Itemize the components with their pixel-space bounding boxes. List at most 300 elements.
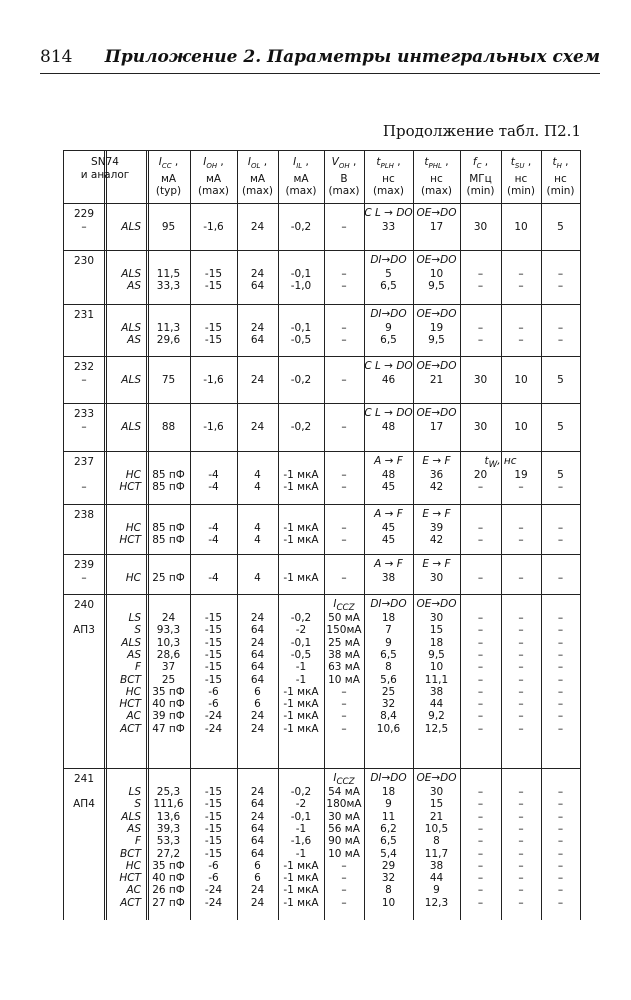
data-cell: – [341,698,347,711]
data-cell: 25 мА [328,636,360,649]
data-cell: 17 [429,421,444,433]
data-cell: -1 мкА [283,698,319,711]
data-cell: – [518,522,524,534]
header-cell: $I_{IL}$ , мА (max) [285,156,317,198]
series-label: ACT [120,896,141,909]
data-cell: – [557,534,564,547]
sub-header-cell: C L → DO [364,360,413,372]
data-cell: 29,6 [156,334,181,347]
data-cell: -4 [208,481,219,494]
data-cell: 4 [254,522,261,534]
data-cell: – [518,612,524,624]
data-cell: 21 [429,374,444,386]
data-cell: -1 [295,847,307,860]
data-cell: 42 [429,481,444,494]
data-cell: 18 [381,612,396,624]
data-cell: 10 [429,268,444,280]
data-cell: 6,5 [380,648,397,661]
data-line [63,322,580,334]
sub-header-cell: OE→DO [416,207,457,219]
sub-header-cell: OE→DO [416,598,457,610]
data-cell: 8 [385,884,392,897]
data-cell: 30 [429,572,444,584]
data-cell: 37 [161,661,176,674]
data-cell: 50 мА [328,612,360,624]
data-cell: 10 мА [328,847,360,860]
data-cell: 32 [381,872,396,885]
data-cell: 17 [429,221,444,233]
data-cell: 64 [250,673,265,686]
data-cell: – [341,421,347,433]
sub-header-cell: E → F [422,558,451,570]
data-cell: -0,1 [290,322,312,334]
data-cell: -0,2 [290,786,312,798]
data-line [63,835,580,847]
data-cell: 35 пФ [152,685,185,698]
data-cell: – [341,221,347,233]
data-cell: -0,5 [290,648,312,661]
data-line [63,280,580,292]
data-cell: 30 [429,612,444,624]
data-cell: 10 [514,221,528,233]
data-cell: – [557,572,564,584]
data-cell: – [557,798,564,811]
data-cell: -1 [295,822,307,835]
data-cell: – [341,280,347,293]
data-cell: – [477,786,484,798]
data-cell: -1 [295,673,307,686]
part-number: 231 [73,309,95,321]
data-cell: 9,5 [428,280,445,293]
data-cell: – [557,722,564,735]
data-cell: – [557,872,564,885]
data-cell: 64 [250,822,265,835]
data-cell: -4 [208,522,219,534]
data-cell: 28,6 [156,648,181,661]
data-cell: – [477,884,484,897]
sub-header-cell: OE→DO [416,360,457,372]
table-row [63,451,580,504]
data-cell: 39 пФ [152,710,185,723]
data-cell: 44 [429,698,444,711]
sub-header-cell: OE→DO [416,772,457,784]
series-label: HCT [119,481,141,494]
series-label: AC [126,710,141,723]
data-cell: -6 [208,859,219,872]
data-cell: – [341,522,347,534]
data-line [63,860,580,872]
data-cell: -15 [204,268,223,280]
data-cell: 8 [433,835,440,848]
data-line [63,698,580,710]
data-cell: – [557,835,564,848]
data-cell: 30 [429,786,444,798]
data-cell: 75 [161,374,176,386]
header-cell: $t_{SU}$ , нс (min) [507,156,535,198]
page-header [40,47,600,71]
table-row [63,203,580,250]
data-cell: -15 [204,810,223,823]
data-cell: -2 [295,798,307,811]
data-cell: 24 [250,896,265,909]
data-line [63,421,580,433]
series-label: AS [127,280,141,293]
data-line [63,522,580,534]
data-cell: 24 [250,786,265,798]
data-cell: -24 [204,896,223,909]
data-line [63,811,580,823]
data-line [63,612,580,624]
data-cell: – [341,374,347,386]
data-cell: – [557,710,564,723]
table-row [63,504,580,554]
series-label: S [134,624,141,637]
data-cell: 5 [557,374,564,386]
sub-header-cell: A → F [374,558,403,570]
sub-header-line [63,308,580,320]
sub-header-line [63,598,580,614]
part-number: 233 [73,408,95,420]
data-cell: – [518,884,524,897]
data-cell: – [557,612,564,624]
data-cell: 8 [385,661,392,674]
series-label: F [134,661,141,674]
data-cell: 11 [381,810,396,823]
header-cell: $t_{PLH}$ , нс (max) [372,156,405,198]
data-cell: 40 пФ [152,698,185,711]
part-number: 229 [73,208,95,220]
series-label: ALS [121,268,141,280]
series-label: AS [127,822,141,835]
data-line [63,884,580,896]
data-cell: 5,4 [380,847,397,860]
data-cell: 5 [557,221,564,233]
data-cell: – [518,810,524,823]
table-row [63,768,580,920]
data-line [63,334,580,346]
data-cell: -15 [204,786,223,798]
data-cell: -0,1 [290,268,312,280]
data-cell: -15 [204,835,223,848]
data-cell: – [477,859,484,872]
data-cell: 24 [250,884,265,897]
data-cell: 5 [557,469,564,481]
data-cell: -1 мкА [283,534,319,547]
series-label: HCT [119,872,141,885]
data-cell: 15 [429,798,444,811]
data-cell: – [341,872,347,885]
data-cell: – [341,334,347,347]
data-cell: 9 [433,884,440,897]
sub-header-cell: C L → DO [364,207,413,219]
data-cell: – [557,685,564,698]
data-cell: 9 [385,798,392,811]
data-cell: – [518,847,524,860]
data-cell: 150мА [326,624,362,637]
data-cell: – [341,534,347,547]
sub-header-line [63,558,580,570]
sub-header-line [63,254,580,266]
data-cell: -1 мкА [283,522,319,534]
data-cell: 48 [381,421,396,433]
series-label: ALS [121,636,141,649]
sub-header-cell: A → F [374,508,403,520]
data-cell: – [477,673,484,686]
series-label: HC [125,522,141,534]
data-cell: 12,3 [424,896,449,909]
data-cell: – [341,322,347,334]
table-row [63,356,580,403]
data-cell: 10 [514,421,528,433]
sub-header-cell: $I_{CCZ}$ [333,772,355,788]
sub-header-line [63,772,580,788]
data-line [63,534,580,546]
series-label: LS [128,786,141,798]
part-number: 232 [73,361,95,373]
data-cell: – [518,872,524,885]
data-cell: – [341,685,347,698]
series-label: HC [125,685,141,698]
data-cell: – [557,884,564,897]
data-cell: – [518,481,524,494]
data-cell: 19 [514,469,528,481]
data-cell: – [557,661,564,674]
data-cell: 93,3 [156,624,181,637]
data-cell: -15 [204,334,223,347]
data-line [63,686,580,698]
data-cell: 20 [473,469,488,481]
data-cell: – [518,334,524,347]
data-cell: – [477,612,484,624]
header-cell: $V_{OH}$ , В (max) [328,156,360,198]
series-label: HC [125,572,141,584]
data-cell: – [557,648,564,661]
data-cell: 9 [385,636,392,649]
data-line [63,268,580,280]
data-cell: – [477,685,484,698]
data-cell: -24 [204,884,223,897]
data-line [63,872,580,884]
data-cell: 95 [161,221,176,233]
row-rule [63,150,580,151]
data-cell: – [477,698,484,711]
data-line [63,897,580,909]
data-cell: 30 мА [328,810,360,823]
table-row [63,403,580,451]
data-cell: – [518,722,524,735]
parameters-table [63,150,580,920]
data-line [63,661,580,673]
data-cell: 6,5 [380,835,397,848]
data-cell: – [477,896,484,909]
data-cell: -15 [204,822,223,835]
header-cell: SN74 и аналог [80,156,130,181]
data-cell: -1 мкА [283,481,319,494]
data-cell: -4 [208,534,219,547]
data-cell: 10,6 [376,722,401,735]
data-cell: – [477,268,484,280]
data-cell: 111,6 [153,798,184,811]
data-cell: – [341,572,347,584]
data-cell: 33,3 [156,280,181,293]
data-cell: – [477,661,484,674]
data-cell: 64 [250,648,265,661]
data-cell: – [341,469,347,481]
data-cell: – [518,661,524,674]
data-cell: 7 [385,624,392,637]
data-cell: 30 [473,221,488,233]
sub-header-cell: $I_{CCZ}$ [333,598,355,614]
data-cell: 90 мА [328,835,360,848]
data-cell: 38 [429,859,444,872]
data-cell: 30 [473,421,488,433]
data-cell: 24 [250,374,265,386]
sub-header-cell: $t_W$, нс [484,455,517,471]
table-row [63,304,580,356]
data-cell: -15 [204,280,223,293]
series-label: BCT [120,847,141,860]
header-cell: $f_C$ , МГц (min) [466,156,495,198]
series-label: F [134,835,141,848]
data-cell: – [518,786,524,798]
data-cell: 35 пФ [152,859,185,872]
series-label: ACT [120,722,141,735]
data-cell: – [477,847,484,860]
data-line [63,221,580,233]
data-cell: 9,5 [428,648,445,661]
data-line [63,674,580,686]
data-cell: -1 мкА [283,884,319,897]
data-cell: 6,2 [380,822,397,835]
data-cell: – [557,280,564,293]
data-cell: -15 [204,612,223,624]
data-cell: – [341,481,347,494]
data-cell: – [557,847,564,860]
data-cell: – [518,268,524,280]
data-cell: 33 [381,221,396,233]
data-cell: 85 пФ [152,534,185,547]
data-cell: – [557,268,564,280]
data-cell: 24 [250,710,265,723]
data-cell: – [557,822,564,835]
data-line [63,786,580,798]
data-cell: 64 [250,334,265,347]
data-line [63,848,580,860]
data-cell: 6 [254,859,261,872]
data-cell: -0,2 [290,421,312,433]
data-cell: – [518,648,524,661]
data-cell: 27,2 [156,847,181,860]
data-cell: -1 мкА [283,872,319,885]
data-cell: -4 [208,469,219,481]
data-line [63,723,580,735]
header-rule [40,73,600,74]
data-cell: – [557,334,564,347]
data-cell: 13,6 [156,810,181,823]
data-cell: 24 [250,322,265,334]
sub-header-cell: A → F [374,455,403,467]
data-cell: – [477,710,484,723]
series-label: AC [126,884,141,897]
sub-header-line [63,508,580,520]
data-cell: – [557,636,564,649]
data-line [63,624,580,636]
data-cell: – [518,636,524,649]
data-cell: 42 [429,534,444,547]
part-number: 241 [73,773,95,785]
data-cell: 47 пФ [152,722,185,735]
series-label: ALS [121,374,141,386]
data-cell: – [477,798,484,811]
data-cell: – [557,786,564,798]
data-cell: 10,3 [156,636,181,649]
sub-header-line [63,207,580,219]
page-title: Приложение 2. Параметры интегральных схем [104,47,600,67]
data-cell: 6 [254,698,261,711]
data-cell: 6 [254,872,261,885]
series-label: HCT [119,534,141,547]
data-cell: -24 [204,710,223,723]
data-cell: – [518,534,524,547]
data-cell: 30 [473,374,488,386]
data-cell: 24 [250,421,265,433]
data-cell: – [341,710,347,723]
data-cell: 5,6 [380,673,397,686]
data-cell: 24 [250,636,265,649]
data-line [63,649,580,661]
data-cell: -24 [204,722,223,735]
data-cell: 40 пФ [152,872,185,885]
data-cell: 24 [250,722,265,735]
series-label: ALS [121,322,141,334]
header-cell: $I_{OH}$ , мА (max) [197,156,230,198]
data-cell: – [518,280,524,293]
data-cell: 45 [381,522,396,534]
data-cell: -15 [204,661,223,674]
data-cell: – [477,872,484,885]
data-cell: -1,6 [203,374,224,386]
data-cell: – [341,859,347,872]
data-cell: 64 [250,624,265,637]
data-cell: – [518,624,524,637]
data-cell: 45 [381,534,396,547]
data-cell: 8,4 [380,710,397,723]
data-cell: 11,1 [424,673,449,686]
series-label: AS [127,334,141,347]
data-cell: – [518,685,524,698]
sub-header-cell: OE→DO [416,254,457,266]
series-label: HCT [119,698,141,711]
data-cell: -1,0 [290,280,312,293]
data-cell: 85 пФ [152,469,185,481]
data-cell: – [477,334,484,347]
data-cell: 38 мА [328,648,360,661]
data-cell: 39,3 [156,822,181,835]
data-cell: – [477,722,484,735]
part-analog: – [81,374,87,386]
data-cell: 24 [250,612,265,624]
data-cell: -15 [204,624,223,637]
series-label: ALS [121,810,141,823]
data-cell: 27 пФ [152,896,185,909]
data-cell: – [518,572,524,584]
data-cell: 15 [429,624,444,637]
part-number: 239 [73,559,95,571]
data-cell: -15 [204,648,223,661]
data-cell: 44 [429,872,444,885]
data-cell: – [477,534,484,547]
sub-header-cell: OE→DO [416,407,457,419]
